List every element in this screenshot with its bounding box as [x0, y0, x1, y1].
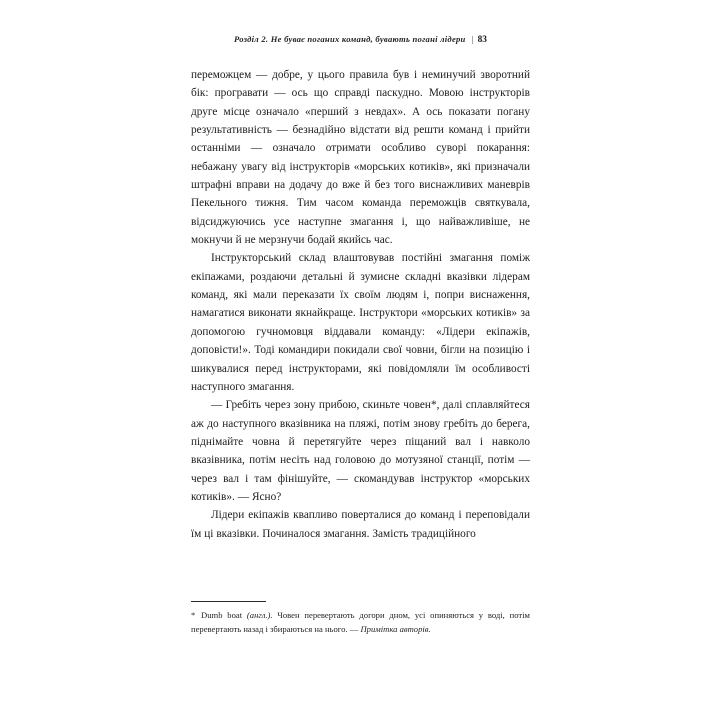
footnote-marker: * — [191, 610, 196, 620]
paragraph: переможцем — добре, у цього правила був і неминучий зворотний бік: програвати — ось що справді паскудно. Мовою інструкторів друге місце означало «перший з невдах». А ось показати погану результативність — безнадійно відстати від решти команд і прийти останніми — означало отримати особливо суворі покарання: небажану увагу від інструкторів «морських котиків», які призначали штрафні вправи на додачу до вже й без того виснажливих маневрів Пекельного тижня. Тим часом команда переможців святкувала, відсиджуючись усе наступне змагання і, що найважливіше, не мокнучи й не мерзнучи бодай якийсь час. — [191, 69, 530, 247]
footnote-explanation: Човен перевертають догори дном, усі опиняються у воді, потім перевертають назад і збираються на нього. — [191, 610, 530, 634]
paragraph: Інструкторський склад влаштовував постійні змагання поміж екіпажами, роздаючи детальні й зумисне складні вказівки лідерам команд, які мали переказати їх своїм людям і, попри виснаження, намагатися виконати якнайкраще. Інструктори «морських котиків» за допомогою гучномовця віддавали команду: «Лідери екіпажів, доповісти!». Тоді командири покидали свої човни, бігли на позицію і шикувалися перед інструкторами, які повідомляли їм особливості наступного змагання. — [191, 252, 530, 393]
running-head — [191, 34, 530, 45]
footnote-separator-rule — [191, 601, 266, 602]
footnote-language-note: (англ.). — [246, 610, 273, 620]
footnote-attribution-dash: — — [349, 623, 359, 634]
footnote-attribution: Примітка авторів. — [360, 623, 431, 634]
page-number: 83 — [477, 35, 487, 45]
running-head-title: Розділ 2. Не буває поганих команд, бувають погані лідери — [234, 34, 466, 44]
text-column — [191, 66, 530, 543]
running-head-separator: | — [471, 34, 474, 44]
paragraph: Лідери екіпажів квапливо поверталися до команд і переповідали їм ці вказівки. Починалося змагання. Замість традиційного — [191, 509, 530, 540]
footnote-text — [191, 609, 530, 636]
footnote-term: Dumb boat — [201, 610, 243, 620]
footnote-block — [191, 601, 530, 636]
paragraph: — Гребіть через зону прибою, скиньте човен*, далі сплавляйтеся аж до наступного вказівника на пляжі, потім знову гребіть до берега, піднімайте човна й перетягуйте через піщаний вал і навколо вказівника, потім несіть над головою до мотузяної станції, потім — через вал і там фінішуйте, — скомандував інструктор «морських котиків». — Ясно? — [191, 399, 530, 503]
